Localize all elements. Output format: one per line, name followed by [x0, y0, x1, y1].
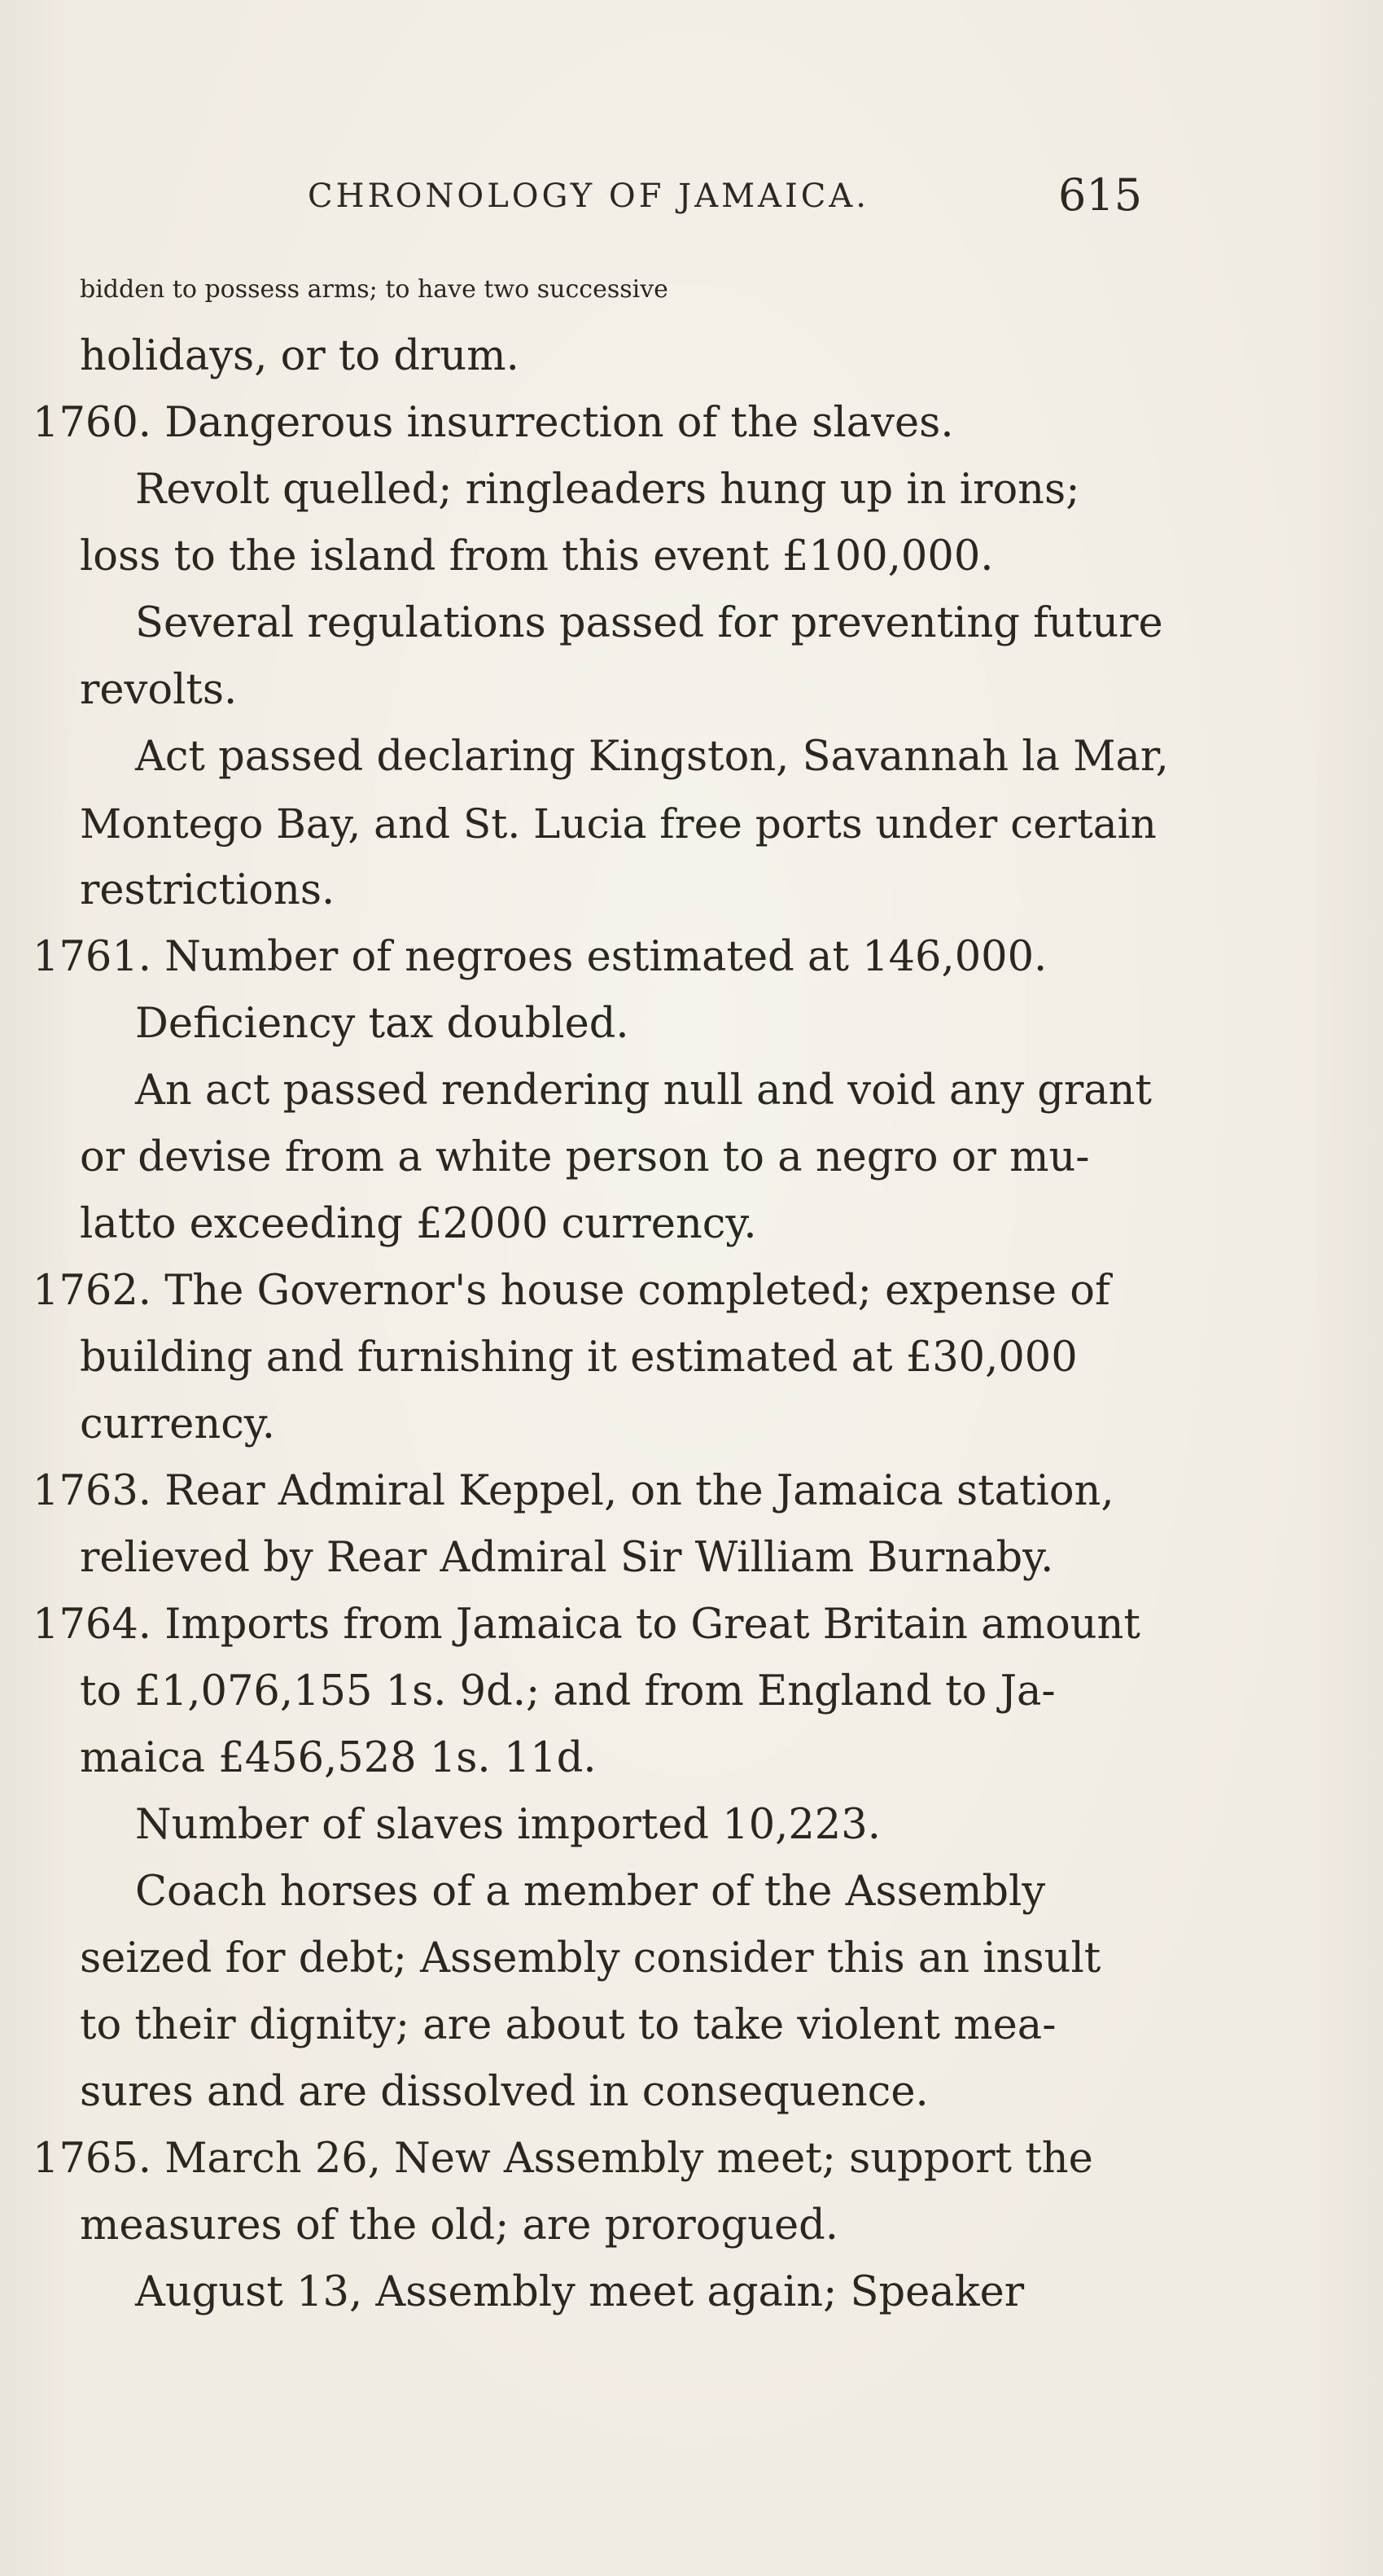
text-line: restrictions. — [80, 866, 335, 914]
text-line: holidays, or to drum. — [80, 332, 519, 380]
text-line: 1760. Dangerous insurrection of the slaves. — [33, 399, 954, 447]
text-line: currency. — [80, 1400, 276, 1448]
text-line: Revolt quelled; ringleaders hung up in irons; — [135, 466, 1080, 514]
text-line: to their dignity; are about to take violent mea- — [80, 2001, 1057, 2049]
text-line: 1765. March 26, New Assembly meet; support the — [33, 2135, 1093, 2183]
text-line: maica £456,528 1s. 11d. — [80, 1734, 597, 1782]
text-line: August 13, Assembly meet again; Speaker — [135, 2268, 1025, 2316]
running-head — [0, 169, 1383, 226]
text-line: Montego Bay, and St. Lucia free ports under certain — [80, 800, 1157, 848]
text-line: 1762. The Governor's house completed; expense of — [33, 1267, 1110, 1315]
page-number: 615 — [1058, 169, 1143, 221]
text-line: measures of the old; are prorogued. — [80, 2201, 839, 2250]
text-line: 1764. Imports from Jamaica to Great Britain amount — [33, 1601, 1140, 1649]
text-line: 1763. Rear Admiral Keppel, on the Jamaica station, — [33, 1467, 1114, 1515]
text-line: building and furnishing it estimated at £30,000 — [80, 1334, 1078, 1382]
running-title: CHRONOLOGY OF JAMAICA. — [308, 177, 869, 215]
text-line: revolts. — [80, 666, 238, 714]
text-line: to £1,076,155 1s. 9d.; and from England to Ja- — [80, 1667, 1056, 1715]
text-line: or devise from a white person to a negro or mu- — [80, 1133, 1090, 1181]
text-line: Act passed declaring Kingston, Savannah la Mar, — [135, 733, 1169, 781]
text-line: seized for debt; Assembly consider this an insult — [80, 1934, 1101, 1982]
text-line: Several regulations passed for preventing future — [135, 599, 1163, 647]
text-line: Number of slaves imported 10,223. — [135, 1801, 881, 1849]
text-line: 1761. Number of negroes estimated at 146,000. — [33, 933, 1048, 981]
text-line: An act passed rendering null and void any grant — [135, 1067, 1153, 1115]
text-line: Coach horses of a member of the Assembly — [135, 1868, 1046, 1916]
text-line: latto exceeding £2000 currency. — [80, 1200, 757, 1248]
text-line: relieved by Rear Admiral Sir William Burnaby. — [80, 1534, 1054, 1582]
text-line: bidden to possess arms; to have two successive — [80, 275, 668, 304]
text-line: sures and are dissolved in consequence. — [80, 2068, 929, 2116]
text-line: Deficiency tax doubled. — [135, 1000, 629, 1048]
text-line: loss to the island from this event £100,000. — [80, 532, 994, 580]
